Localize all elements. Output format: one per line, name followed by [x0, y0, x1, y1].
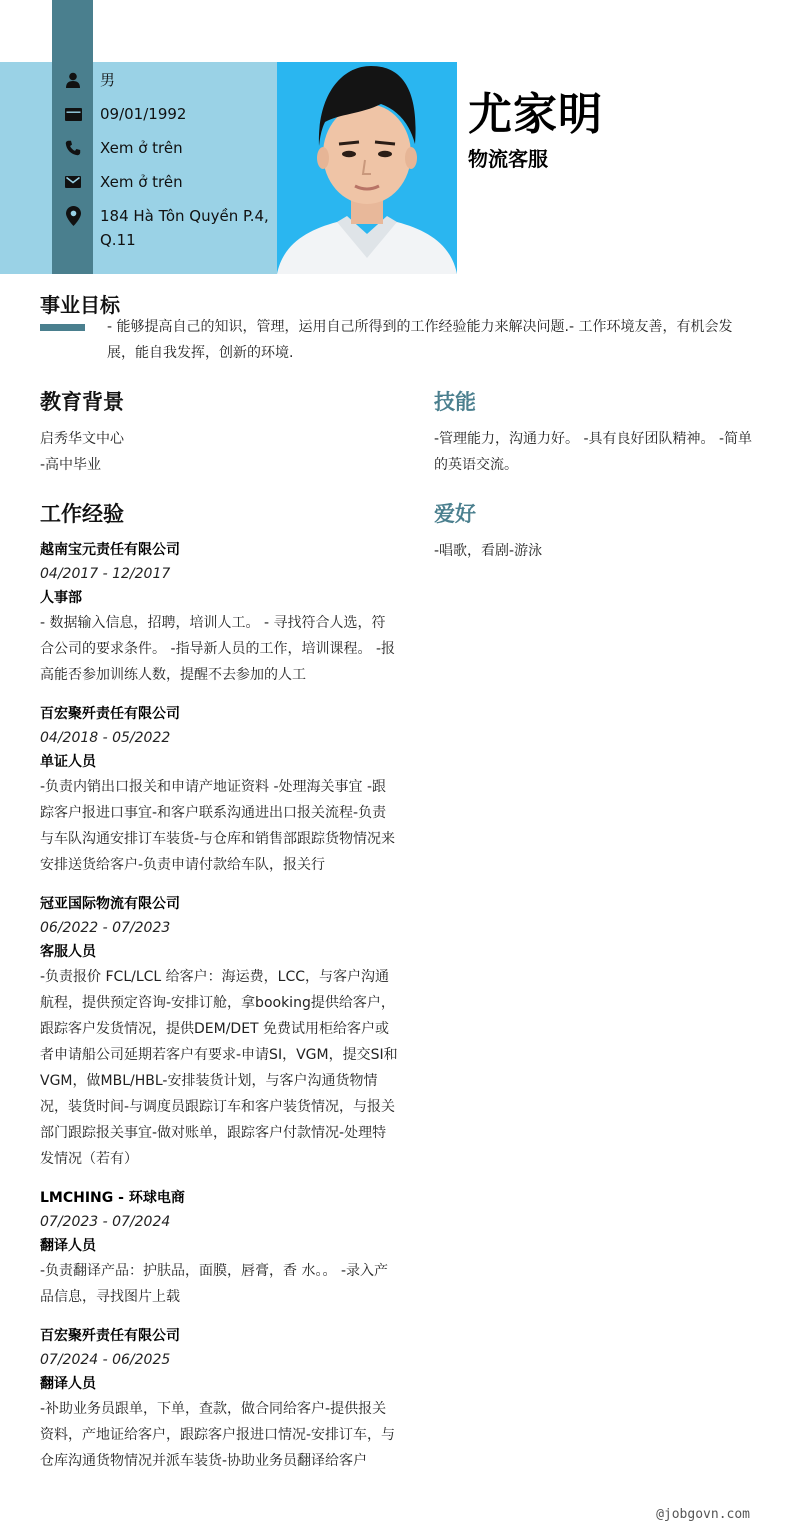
- job-entry: [40, 538, 398, 688]
- objective-title: 事业目标: [40, 293, 120, 317]
- birthdate-value: 09/01/1992: [100, 105, 187, 123]
- education-school: 启秀华文中心: [40, 431, 124, 447]
- job-position: 翻译人员: [40, 1238, 96, 1254]
- experience-title: 工作经验: [40, 502, 124, 526]
- job-company: 越南宝元责任有限公司: [40, 542, 180, 558]
- contact-email: [62, 170, 272, 194]
- job-entry: [40, 1186, 398, 1310]
- job-dates: 06/2022 - 07/2023: [40, 920, 171, 936]
- left-column: [40, 386, 398, 1488]
- location-pin-icon: [62, 204, 84, 228]
- job-company: LMCHING - 环球电商: [40, 1190, 185, 1206]
- job-description: -补助业务员跟单，下单，查款，做合同给客户-提供报关资料，产地证给客户，跟踪客户报进口情况-安排订车，与仓库沟通货物情况并派车装货-协助业务员翻译给客户: [40, 1401, 396, 1469]
- job-position: 单证人员: [40, 754, 96, 770]
- job-company: 百宏聚歼责任有限公司: [40, 706, 180, 722]
- job-dates: 04/2018 - 05/2022: [40, 730, 171, 746]
- contact-info: [62, 68, 272, 262]
- job-entry: [40, 702, 398, 878]
- job-position: 人事部: [40, 590, 82, 606]
- candidate-role: 物流客服: [468, 147, 548, 171]
- education-title: 教育背景: [40, 390, 124, 414]
- job-entry: [40, 892, 398, 1172]
- skills-text: -管理能力，沟通力好。 -具有良好团队精神。 -简单的英语交流。: [434, 431, 753, 473]
- person-icon: [62, 68, 84, 92]
- profile-photo: [277, 62, 457, 274]
- job-dates: 07/2024 - 06/2025: [40, 1352, 171, 1368]
- footer-watermark: @jobgovn.com: [656, 1507, 750, 1522]
- contact-phone: [62, 136, 272, 160]
- job-position: 客服人员: [40, 944, 96, 960]
- job-description: -负责报价 FCL/LCL 给客户：海运费，LCC，与客户沟通航程，提供预定咨询-安排订舱，拿booking提供给客户，跟踪客户发货情况，提供DEM/DET 免费试用柜给客户或者申请船公司延期若客户有要求-申请SI，VGM，提交SI和VGM，做MBL/HBL-安排装货计划，与客户沟通货物情况，装货时间-与调度员跟踪订车和客户装货情况，与报关部门跟踪报关事宜-做对账单，跟踪客户付款情况-处理特发情况（若有）: [40, 969, 398, 1167]
- address-value: 184 Hà Tôn Quyền P.4, Q.11: [100, 207, 269, 249]
- mail-icon: [62, 170, 84, 194]
- job-company: 百宏聚歼责任有限公司: [40, 1328, 180, 1344]
- job-dates: 04/2017 - 12/2017: [40, 566, 171, 582]
- job-description: -负责翻译产品：护肤品，面膜，唇膏，香 水。。 -录入产品信息，寻找图片上载: [40, 1263, 389, 1305]
- objective-text: - 能够提高自己的知识，管理，运用自己所得到的工作经验能力来解决问题.- 工作环境友善，有机会发展，能自我发挥，创新的环境.: [107, 319, 733, 361]
- contact-address: [62, 204, 272, 252]
- gender-value: 男: [100, 71, 116, 89]
- right-column: [434, 386, 754, 564]
- objective-accent-bar: [40, 324, 85, 331]
- calendar-icon: [62, 102, 84, 126]
- skills-title: 技能: [434, 390, 476, 414]
- education-detail: -高中毕业: [40, 457, 102, 473]
- contact-gender: [62, 68, 272, 92]
- contact-birthdate: [62, 102, 272, 126]
- email-value: Xem ở trên: [100, 173, 183, 191]
- job-dates: 07/2023 - 07/2024: [40, 1214, 171, 1230]
- hobbies-text: -唱歌，看剧-游泳: [434, 543, 543, 559]
- job-entry: [40, 1324, 398, 1474]
- job-description: - 数据输入信息，招聘，培训人工。 - 寻找符合人选，符合公司的要求条件。 -指导新人员的工作，培训课程。 -报高能否参加训练人数，提醒不去参加的人工: [40, 615, 396, 683]
- phone-value: Xem ở trên: [100, 139, 183, 157]
- hobbies-title: 爱好: [434, 502, 476, 526]
- job-position: 翻译人员: [40, 1376, 96, 1392]
- phone-icon: [62, 136, 84, 160]
- candidate-name: 尤家明: [468, 89, 603, 140]
- job-company: 冠亚国际物流有限公司: [40, 896, 180, 912]
- job-description: -负责内销出口报关和申请产地证资料 -处理海关事宜 -跟踪客户报进口事宜-和客户联系沟通进出口报关流程-负责与车队沟通安排订车装货-与仓库和销售部跟踪货物情况来安排送货给客户-负责申请付款给车队，报关行: [40, 779, 396, 873]
